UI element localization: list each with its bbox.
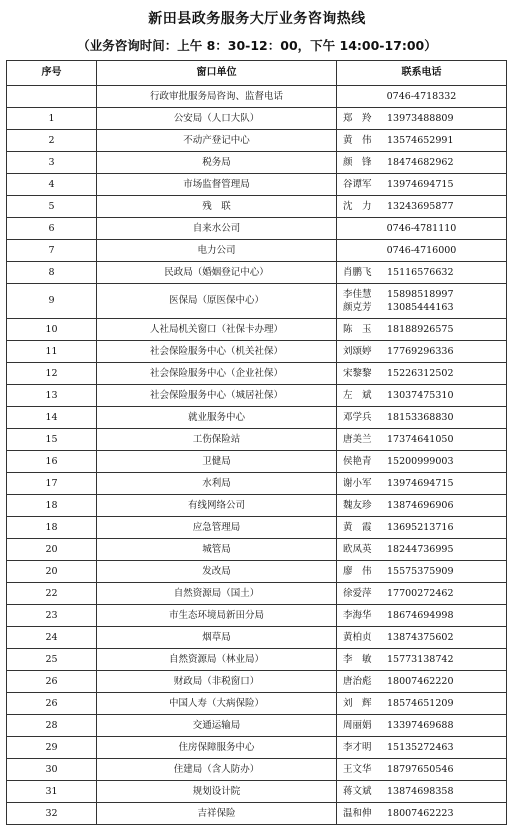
contact-phone: 18188926575 — [387, 323, 454, 335]
contact-line — [343, 303, 506, 313]
contact-phone: 13085444163 — [387, 301, 454, 313]
hotline-table — [6, 60, 507, 825]
contact-name: 王文华 — [343, 763, 372, 775]
row-contact — [337, 759, 507, 781]
row-number — [7, 86, 97, 108]
row-contact — [337, 130, 507, 152]
row-contact — [337, 737, 507, 759]
contact-name: 黄柏贞 — [343, 631, 372, 643]
row-contact — [337, 152, 507, 174]
row-contact — [337, 561, 507, 583]
contact-name: 徐爱萍 — [343, 587, 372, 599]
contact-phone: 13974694715 — [387, 178, 454, 190]
row-contact — [337, 341, 507, 363]
contact-name: 侯艳青 — [343, 455, 372, 467]
row-unit: 发改局 — [97, 561, 337, 583]
table-row — [7, 605, 507, 627]
contact-line — [343, 699, 506, 709]
contact-phone: 15135272463 — [387, 741, 454, 753]
consulting-hours: （业务咨询时间：上午 8：30-12：00，下午 14:00-17:00） — [77, 38, 437, 53]
row-contact — [337, 781, 507, 803]
contact-line — [343, 180, 506, 190]
row-number: 13 — [7, 385, 97, 407]
contact-name: 颜 锋 — [343, 156, 372, 168]
row-contact — [337, 605, 507, 627]
row-number: 32 — [7, 803, 97, 825]
contact-line — [343, 633, 506, 643]
table-row — [7, 473, 507, 495]
contact-phone: 17769296336 — [387, 345, 454, 357]
contact-name: 唐美兰 — [343, 433, 372, 445]
row-number: 26 — [7, 693, 97, 715]
table-row — [7, 284, 507, 319]
table-row — [7, 671, 507, 693]
row-unit: 工伤保险站 — [97, 429, 337, 451]
row-number: 20 — [7, 561, 97, 583]
row-number: 29 — [7, 737, 97, 759]
contact-name: 李海华 — [343, 609, 372, 621]
table-row — [7, 341, 507, 363]
row-number: 30 — [7, 759, 97, 781]
contact-line — [343, 611, 506, 621]
contact-name: 廖 伟 — [343, 565, 372, 577]
row-contact — [337, 319, 507, 341]
row-contact — [337, 473, 507, 495]
row-unit: 市场监督管理局 — [97, 174, 337, 196]
row-number: 31 — [7, 781, 97, 803]
row-contact — [337, 539, 507, 561]
row-unit: 市生态环境局新田分局 — [97, 605, 337, 627]
contact-name: 唐治彪 — [343, 675, 372, 687]
contact-phone: 17374641050 — [387, 433, 454, 445]
contact-name: 魏友珍 — [343, 499, 372, 511]
row-unit: 自然资源局（国土） — [97, 583, 337, 605]
table-row — [7, 429, 507, 451]
contact-name: 周丽娟 — [343, 719, 372, 731]
contact-name: 邓学兵 — [343, 411, 372, 423]
table-row — [7, 108, 507, 130]
row-contact — [337, 583, 507, 605]
row-contact — [337, 495, 507, 517]
contact-phone: 15200999003 — [387, 455, 454, 467]
contact-name: 黄 霞 — [343, 521, 372, 533]
contact-line — [343, 290, 506, 300]
contact-phone: 18674694998 — [387, 609, 454, 621]
header-number: 序号 — [7, 61, 97, 86]
contact-line — [343, 413, 506, 423]
contact-phone: 18797650546 — [387, 763, 454, 775]
table-row — [7, 517, 507, 539]
table-row — [7, 715, 507, 737]
contact-line — [343, 479, 506, 489]
contact-line — [343, 677, 506, 687]
table-row — [7, 737, 507, 759]
row-unit: 人社局机关窗口（社保卡办理） — [97, 319, 337, 341]
contact-line — [343, 457, 506, 467]
row-number: 4 — [7, 174, 97, 196]
contact-line — [337, 246, 506, 256]
contact-phone: 13974694715 — [387, 477, 454, 489]
contact-name: 温和伸 — [343, 807, 372, 819]
row-unit: 水利局 — [97, 473, 337, 495]
contact-line — [343, 158, 506, 168]
contact-name: 李才明 — [343, 741, 372, 753]
table-row — [7, 240, 507, 262]
contact-phone: 13695213716 — [387, 521, 454, 533]
contact-line — [343, 202, 506, 212]
table-row — [7, 561, 507, 583]
row-contact — [337, 363, 507, 385]
row-contact — [337, 218, 507, 240]
row-number: 15 — [7, 429, 97, 451]
table-row — [7, 152, 507, 174]
contact-line — [343, 743, 506, 753]
row-contact — [337, 407, 507, 429]
row-contact — [337, 240, 507, 262]
contact-name: 宋黎黎 — [343, 367, 372, 379]
contact-line — [343, 567, 506, 577]
table-row — [7, 803, 507, 825]
row-unit: 住房保障服务中心 — [97, 737, 337, 759]
table-row — [7, 759, 507, 781]
contact-name: 颜克芳 — [343, 301, 372, 313]
contact-phone: 13037475310 — [387, 389, 454, 401]
contact-phone: 18474682962 — [387, 156, 454, 168]
table-row — [7, 583, 507, 605]
contact-name: 左 斌 — [343, 389, 372, 401]
contact-phone: 13243695877 — [387, 200, 454, 212]
row-unit: 自来水公司 — [97, 218, 337, 240]
row-number: 2 — [7, 130, 97, 152]
row-number: 3 — [7, 152, 97, 174]
contact-name: 黄 伟 — [343, 134, 372, 146]
contact-line — [343, 369, 506, 379]
row-unit: 应急管理局 — [97, 517, 337, 539]
row-contact — [337, 517, 507, 539]
row-unit: 社会保险服务中心（城居社保） — [97, 385, 337, 407]
contact-name: 李佳慧 — [343, 289, 372, 300]
contact-line — [343, 325, 506, 335]
row-number: 14 — [7, 407, 97, 429]
row-number: 6 — [7, 218, 97, 240]
row-contact — [337, 671, 507, 693]
contact-line — [343, 391, 506, 401]
row-number: 28 — [7, 715, 97, 737]
header-phone: 联系电话 — [337, 61, 507, 86]
row-number: 8 — [7, 262, 97, 284]
contact-phone: 13874375602 — [387, 631, 454, 643]
row-number: 16 — [7, 451, 97, 473]
contact-phone: 15116576632 — [387, 266, 454, 278]
table-row — [7, 130, 507, 152]
contact-line — [343, 589, 506, 599]
row-contact — [337, 649, 507, 671]
contact-phone: 0746-4716000 — [386, 244, 457, 256]
contact-line — [343, 721, 506, 731]
document-title: 新田县政务服务大厅业务咨询热线 — [148, 11, 366, 27]
contact-name: 蒋文斌 — [343, 785, 372, 797]
contact-name: 郑 羚 — [343, 112, 372, 124]
row-unit: 不动产登记中心 — [97, 130, 337, 152]
contact-line — [343, 809, 506, 819]
row-unit: 规划设计院 — [97, 781, 337, 803]
row-unit: 交通运输局 — [97, 715, 337, 737]
table-row — [7, 693, 507, 715]
contact-line — [343, 501, 506, 511]
contact-line — [337, 224, 506, 234]
contact-line — [343, 268, 506, 278]
row-contact — [337, 627, 507, 649]
row-unit: 民政局（婚姻登记中心） — [97, 262, 337, 284]
table-row — [7, 649, 507, 671]
table-row — [7, 539, 507, 561]
row-contact — [337, 803, 507, 825]
contact-name: 沈 力 — [343, 200, 372, 212]
contact-phone: 15773138742 — [387, 653, 454, 665]
row-number: 11 — [7, 341, 97, 363]
row-unit: 卫健局 — [97, 451, 337, 473]
row-contact — [337, 284, 507, 319]
contact-phone: 18153368830 — [387, 411, 454, 423]
contact-phone: 18244736995 — [387, 543, 454, 555]
contact-phone: 13973488809 — [387, 112, 454, 124]
row-unit: 医保局（原医保中心） — [97, 284, 337, 319]
contact-phone: 15898518997 — [387, 289, 454, 300]
contact-phone: 15575375909 — [387, 565, 454, 577]
contact-name: 肖鹏飞 — [343, 266, 372, 278]
row-contact — [337, 385, 507, 407]
row-number: 5 — [7, 196, 97, 218]
contact-line — [343, 787, 506, 797]
table-row — [7, 385, 507, 407]
contact-name: 谷谭军 — [343, 178, 372, 190]
row-contact — [337, 715, 507, 737]
row-unit: 税务局 — [97, 152, 337, 174]
row-unit: 住建局（含人防办） — [97, 759, 337, 781]
row-contact — [337, 174, 507, 196]
row-number: 18 — [7, 495, 97, 517]
row-contact — [337, 196, 507, 218]
row-unit: 财政局（非税窗口） — [97, 671, 337, 693]
contact-phone: 13574652991 — [387, 134, 454, 146]
row-unit: 烟草局 — [97, 627, 337, 649]
contact-phone: 18574651209 — [387, 697, 454, 709]
contact-line — [343, 523, 506, 533]
contact-phone: 17700272462 — [387, 587, 454, 599]
row-contact — [337, 451, 507, 473]
row-unit: 社会保险服务中心（机关社保） — [97, 341, 337, 363]
row-number: 24 — [7, 627, 97, 649]
table-row — [7, 363, 507, 385]
contact-phone: 13874696906 — [387, 499, 454, 511]
table-row — [7, 407, 507, 429]
contact-line — [343, 114, 506, 124]
contact-line — [343, 655, 506, 665]
table-row — [7, 319, 507, 341]
contact-name: 陈 玉 — [343, 323, 372, 335]
contact-name: 刘颂婷 — [343, 345, 372, 357]
row-contact — [337, 108, 507, 130]
row-unit: 社会保险服务中心（企业社保） — [97, 363, 337, 385]
row-unit: 残 联 — [97, 196, 337, 218]
table-row — [7, 781, 507, 803]
contact-line — [343, 347, 506, 357]
table-row-admin — [7, 86, 507, 108]
row-number: 25 — [7, 649, 97, 671]
row-number: 1 — [7, 108, 97, 130]
row-number: 23 — [7, 605, 97, 627]
table-row — [7, 262, 507, 284]
row-unit: 自然资源局（林业局） — [97, 649, 337, 671]
contact-phone: 15226312502 — [387, 367, 454, 379]
contact-name: 谢小军 — [343, 477, 372, 489]
contact-name: 刘 辉 — [343, 697, 372, 709]
contact-line — [343, 136, 506, 146]
row-contact — [337, 429, 507, 451]
table-row — [7, 451, 507, 473]
row-unit: 城管局 — [97, 539, 337, 561]
row-unit: 就业服务中心 — [97, 407, 337, 429]
contact-phone: 13397469688 — [387, 719, 454, 731]
contact-line — [343, 435, 506, 445]
contact-name: 欧凤英 — [343, 543, 372, 555]
contact-phone: 18007462220 — [387, 675, 454, 687]
contact-line — [343, 765, 506, 775]
contact-phone: 13874698358 — [387, 785, 454, 797]
row-contact — [337, 262, 507, 284]
table-row — [7, 495, 507, 517]
contact-name: 李 敏 — [343, 653, 372, 665]
row-number: 17 — [7, 473, 97, 495]
row-number: 18 — [7, 517, 97, 539]
contact-line — [343, 545, 506, 555]
table-row — [7, 196, 507, 218]
row-contact — [337, 693, 507, 715]
row-number: 12 — [7, 363, 97, 385]
table-row — [7, 218, 507, 240]
row-phone: 0746-4718332 — [337, 86, 507, 108]
row-unit: 吉祥保险 — [97, 803, 337, 825]
row-number: 9 — [7, 284, 97, 319]
row-number: 26 — [7, 671, 97, 693]
header-unit: 窗口单位 — [97, 61, 337, 86]
row-unit: 中国人寿（大病保险） — [97, 693, 337, 715]
table-header-row — [7, 61, 507, 86]
row-unit: 电力公司 — [97, 240, 337, 262]
row-number: 10 — [7, 319, 97, 341]
row-unit: 行政审批服务局咨询、监督电话 — [97, 86, 337, 108]
row-number: 20 — [7, 539, 97, 561]
table-row — [7, 627, 507, 649]
contact-phone: 18007462223 — [387, 807, 454, 819]
contact-phone: 0746-4781110 — [386, 222, 457, 234]
row-unit: 有线网络公司 — [97, 495, 337, 517]
row-number: 7 — [7, 240, 97, 262]
row-unit: 公安局（人口大队） — [97, 108, 337, 130]
row-number: 22 — [7, 583, 97, 605]
table-row — [7, 174, 507, 196]
